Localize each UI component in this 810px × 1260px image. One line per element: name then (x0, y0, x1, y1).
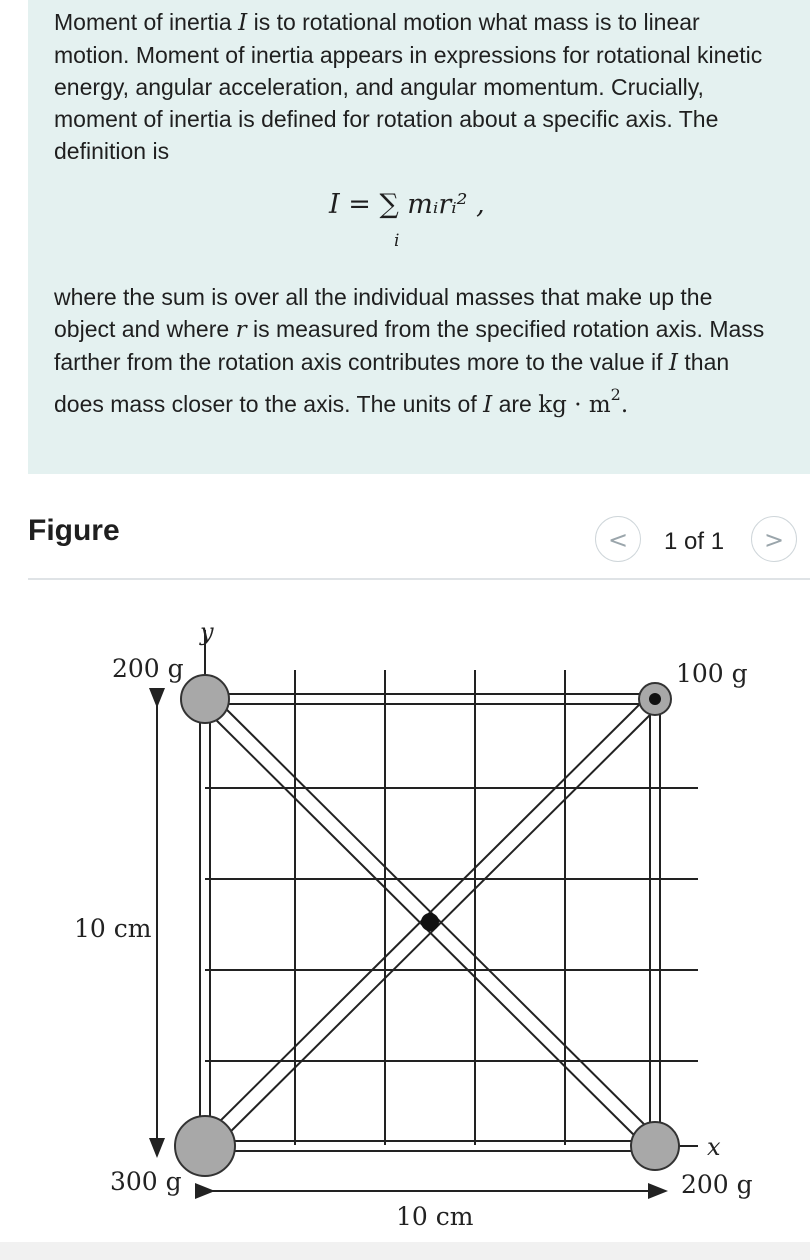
equation-sum-index: i (394, 231, 400, 251)
previous-figure-button[interactable]: < (595, 516, 641, 562)
inertia-symbol-2: I (668, 350, 678, 376)
intro-panel (28, 0, 810, 474)
mass-bottom-left (175, 1116, 235, 1176)
intro-text-rest: is to rotational motion what mass is to linear motion. Moment of inertia appears in expressions for rotational kinetic energy, angular acceleration, and angular momentum. Crucially, moment of inertia is defined for rotation about a specific axis. The definition is (54, 9, 763, 164)
radius-symbol: r (235, 317, 247, 343)
inertia-equation (54, 185, 780, 281)
inertia-symbol-3: I (483, 392, 493, 418)
x-axis-label: x (707, 1133, 721, 1161)
mass-label-top-left: 200 g (112, 654, 184, 683)
units-exponent: 2 (610, 385, 621, 404)
next-figure-button[interactable]: > (751, 516, 797, 562)
rotation-axis-point (649, 693, 661, 705)
mass-label-bottom-right: 200 g (681, 1170, 753, 1199)
mass-label-top-right: 100 g (676, 659, 748, 688)
p2-text-d: are (492, 391, 539, 417)
intro-paragraph-1 (54, 6, 780, 167)
mass-grid-diagram (0, 600, 810, 1242)
horizontal-length-label: 10 cm (396, 1202, 474, 1231)
intro-text-start: Moment of inertia (54, 9, 239, 35)
figure-pager-text: 1 of 1 (664, 528, 725, 555)
vertical-length-label: 10 cm (74, 914, 152, 943)
bottom-edge-shade (0, 1242, 810, 1260)
intro-paragraph-2 (54, 281, 780, 421)
center-pivot (421, 913, 439, 931)
inertia-symbol: I (238, 10, 248, 36)
p2-text-c: than does mass closer to the axis. The units of (54, 349, 730, 417)
units-period: . (620, 392, 629, 418)
figure-divider (28, 578, 810, 580)
p2-text-b: is measured from the specified rotation axis. Mass farther from the rotation axis contributes more to the value if (54, 316, 765, 375)
mass-label-bottom-left: 300 g (110, 1167, 182, 1196)
y-axis-label: y (200, 618, 214, 646)
mass-bottom-right (631, 1122, 679, 1170)
mass-top-left (181, 675, 229, 723)
p2-text-a: where the sum is over all the individual masses that make up the object and where (54, 284, 713, 342)
figure-title: Figure (28, 514, 120, 547)
units-base: kg · m (538, 392, 611, 418)
equation-main: I = ∑ mᵢrᵢ² , (329, 189, 485, 220)
